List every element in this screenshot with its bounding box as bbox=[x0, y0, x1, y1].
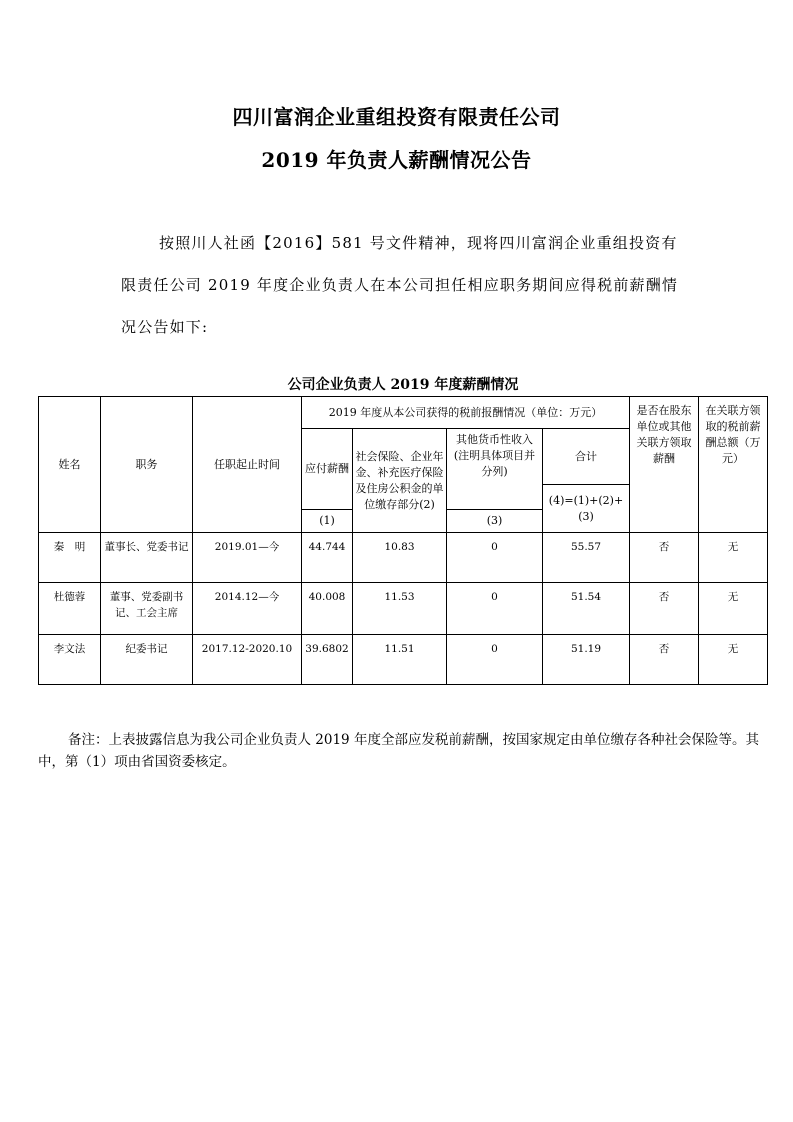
intro-paragraph bbox=[121, 222, 681, 348]
cell-position: 董事、党委副书记、工会主席 bbox=[101, 583, 193, 635]
cell-name: 秦 明 bbox=[39, 533, 101, 583]
cell-social: 11.51 bbox=[353, 635, 447, 685]
header-related-total: 在关联方领取的税前薪酬总额（万元） bbox=[699, 397, 768, 533]
cell-other: 0 bbox=[447, 533, 543, 583]
cell-shareholder: 否 bbox=[630, 533, 699, 583]
header-salary: 应付薪酬 bbox=[302, 429, 353, 510]
cell-salary: 40.008 bbox=[302, 583, 353, 635]
cell-related: 无 bbox=[699, 635, 768, 685]
header-total-formula: (4)=(1)+(2)+(3) bbox=[543, 485, 630, 533]
table-row bbox=[39, 533, 768, 583]
remarks-note: 备注：上表披露信息为我公司企业负责人 2019 年度全部应发税前薪酬，按国家规定由单位缴存各种社会保险等。其中，第（1）项由省国资委核定。 bbox=[38, 732, 759, 770]
cell-shareholder: 否 bbox=[630, 635, 699, 685]
cell-shareholder: 否 bbox=[630, 583, 699, 635]
header-shareholder: 是否在股东单位或其他关联方领取薪酬 bbox=[630, 397, 699, 533]
header-row-1 bbox=[39, 397, 768, 429]
cell-social: 11.53 bbox=[353, 583, 447, 635]
cell-salary: 39.6802 bbox=[302, 635, 353, 685]
cell-total: 55.57 bbox=[543, 533, 630, 583]
cell-term: 2017.12-2020.10 bbox=[193, 635, 302, 685]
cell-other: 0 bbox=[447, 635, 543, 685]
header-position: 职务 bbox=[101, 397, 193, 533]
cell-total: 51.19 bbox=[543, 635, 630, 685]
header-salary-no: (1) bbox=[302, 510, 353, 533]
cell-related: 无 bbox=[699, 583, 768, 635]
header-total: 合计 bbox=[543, 429, 630, 485]
cell-other: 0 bbox=[447, 583, 543, 635]
cell-total: 51.54 bbox=[543, 583, 630, 635]
intro-text: 按照川人社函【2016】581 号文件精神，现将四川富润企业重组投资有限责任公司 2019 年度企业负责人在本公司担任相应职务期间应得税前薪酬情况公告如下: bbox=[121, 234, 679, 336]
cell-name: 杜德蓉 bbox=[39, 583, 101, 635]
cell-salary: 44.744 bbox=[302, 533, 353, 583]
header-social: 社会保险、企业年金、补充医疗保险及住房公积金的单位缴存部分(2) bbox=[353, 429, 447, 533]
cell-position: 董事长、党委书记 bbox=[101, 533, 193, 583]
header-other-no: (3) bbox=[447, 510, 543, 533]
header-group: 2019 年度从本公司获得的税前报酬情况（单位：万元） bbox=[302, 397, 630, 429]
cell-related: 无 bbox=[699, 533, 768, 583]
document-title: 四川富润企业重组投资有限责任公司 bbox=[232, 105, 561, 129]
cell-position: 纪委书记 bbox=[101, 635, 193, 685]
cell-social: 10.83 bbox=[353, 533, 447, 583]
salary-table bbox=[38, 396, 768, 685]
header-other: 其他货币性收入(注明具体项目并分列) bbox=[447, 429, 543, 510]
cell-term: 2014.12—今 bbox=[193, 583, 302, 635]
table-row bbox=[39, 583, 768, 635]
cell-name: 李文法 bbox=[39, 635, 101, 685]
table-row bbox=[39, 635, 768, 685]
header-term: 任职起止时间 bbox=[193, 397, 302, 533]
document-subtitle: 2019 年负责人薪酬情况公告 bbox=[261, 148, 532, 172]
cell-term: 2019.01—今 bbox=[193, 533, 302, 583]
table-title: 公司企业负责人 2019 年度薪酬情况 bbox=[287, 377, 519, 393]
header-name: 姓名 bbox=[39, 397, 101, 533]
